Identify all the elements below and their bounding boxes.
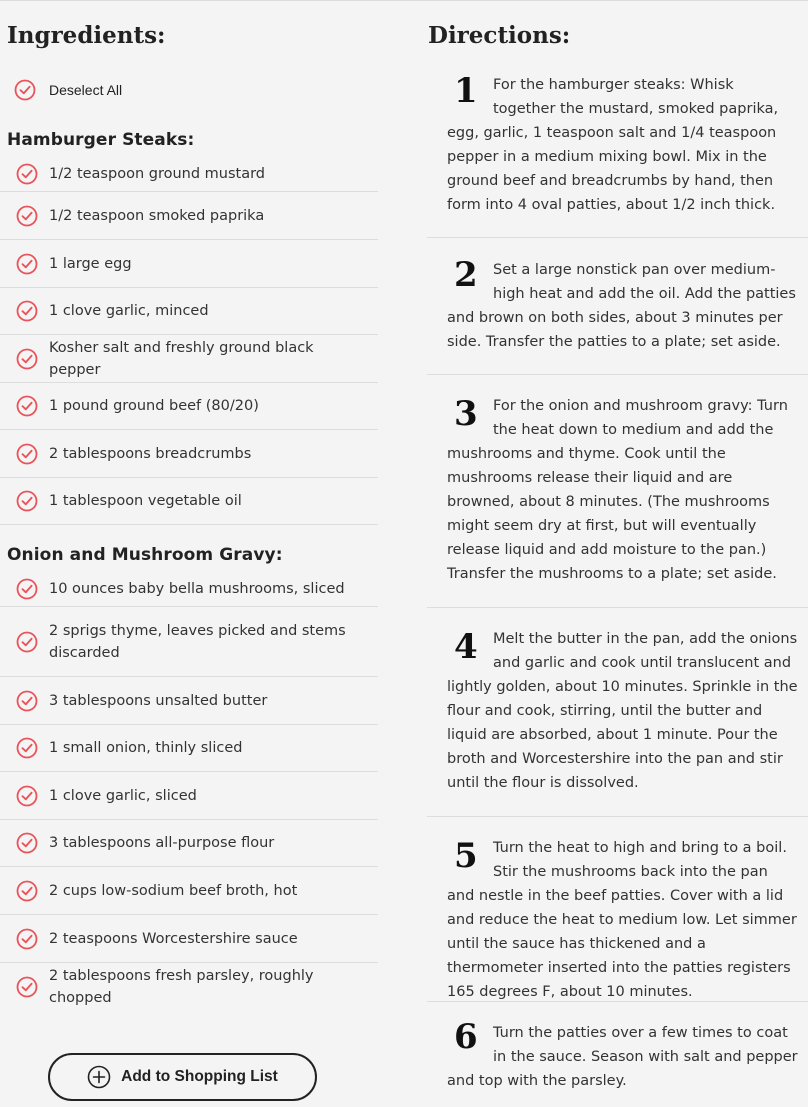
directions-heading: Directions: [428,22,571,49]
ingredient-item[interactable] [0,572,378,607]
check-circle-icon [16,785,38,807]
check-circle-icon [16,348,38,370]
check-circle-icon [16,976,38,998]
ingredient-text: 3 tablespoons all-purpose flour [49,835,275,851]
ingredient-item[interactable] [0,478,378,525]
ingredient-text: Kosher salt and freshly ground black pepper [49,339,314,378]
ingredient-item[interactable] [0,607,378,677]
direction-step [427,60,808,238]
check-circle-icon [16,395,38,417]
ingredient-item[interactable] [0,915,378,963]
step-number: 6 [454,1017,478,1057]
section-title-hamburger-steaks: Hamburger Steaks: [7,130,195,150]
check-circle-icon [16,163,38,185]
step-number: 3 [454,394,478,434]
ingredient-text: 1 large egg [49,255,132,272]
ingredient-text: 10 ounces baby bella mushrooms, sliced [49,581,345,597]
ingredient-text: 3 tablespoons unsalted butter [49,692,268,709]
ingredient-item[interactable] [0,725,378,772]
step-number: 5 [454,836,478,876]
direction-step [427,238,808,375]
check-circle-icon [16,578,38,600]
ingredient-text: 2 cups low-sodium beef broth, hot [49,882,298,899]
check-circle-icon [16,631,38,653]
ingredient-text: 2 teaspoons Worcestershire sauce [49,930,298,947]
check-circle-icon [16,300,38,322]
direction-step [427,375,808,608]
step-text: Melt the butter in the pan, add the onions and garlic and cook until translucent and lightly golden, about 10 minutes. Sprinkle in the flour and cook, stirring, until the butter and liquid are absorbed, about 1 minute. Pour the broth and Worcestershire into the pan and stir until the flour is dissolved. [447,631,798,791]
ingredient-text: 1 clove garlic, minced [49,303,209,319]
step-text: For the onion and mushroom gravy: Turn the heat down to medium and add the mushrooms and thyme. Cook until the mushrooms release their liquid and are browned, about 8 minutes. (The mushrooms might seem dry at first, but will eventually release liquid and add moisture to the pan.) Transfer the mushrooms to a plate; set aside. [447,398,788,582]
check-circle-icon [16,928,38,950]
check-circle-icon [16,832,38,854]
deselect-all-button[interactable] [14,76,122,104]
step-text: Set a large nonstick pan over medium-high heat and add the oil. Add the patties and brown on both sides, about 3 minutes per side. Transfer the patties to a plate; set aside. [447,262,796,350]
ingredient-text: 2 sprigs thyme, leaves picked and stems discarded [49,622,346,661]
step-text: Turn the heat to high and bring to a boil. Stir the mushrooms back into the pan and nestle in the beef patties. Cover with a lid and reduce the heat to medium low. Let simmer until the sauce has thickened and a thermometer inserted into the patties registers 165 degrees F, about 10 minutes. [447,840,797,1000]
check-circle-icon [16,253,38,275]
ingredient-text: 1/2 teaspoon ground mustard [49,166,265,182]
ingredient-text: 1 clove garlic, sliced [49,787,197,804]
step-text: Turn the patties over a few times to coat in the sauce. Season with salt and pepper and top with the parsley. [447,1025,798,1089]
ingredients-heading: Ingredients: [7,22,166,49]
step-number: 2 [454,255,478,295]
deselect-all-label: Deselect All [49,82,123,98]
ingredients-panel [0,0,380,1107]
check-circle-icon [14,79,36,101]
step-text: For the hamburger steaks: Whisk together the mustard, smoked paprika, egg, garlic, 1 teaspoon salt and 1/4 teaspoon pepper in a medium mixing bowl. Mix in the ground beef and breadcrumbs by hand, then form into 4 oval patties, about 1/2 inch thick. [447,77,779,213]
section-title-onion-mushroom-gravy: Onion and Mushroom Gravy: [7,545,283,565]
ingredient-item[interactable] [0,192,378,240]
ingredient-item[interactable] [0,240,378,288]
add-to-shopping-list-button[interactable] [48,1053,317,1101]
check-circle-icon [16,737,38,759]
check-circle-icon [16,205,38,227]
ingredient-item[interactable] [0,867,378,915]
ingredient-text: 1 small onion, thinly sliced [49,740,243,756]
ingredient-item[interactable] [0,288,378,335]
ingredient-item[interactable] [0,677,378,725]
direction-step [427,608,808,817]
ingredient-item[interactable] [0,963,378,1011]
direction-step [427,1002,808,1107]
ingredient-text: 2 tablespoons fresh parsley, roughly chopped [49,968,314,1006]
check-circle-icon [16,880,38,902]
ingredient-item[interactable] [0,383,378,430]
ingredient-item[interactable] [0,820,378,867]
ingredient-item[interactable] [0,157,378,192]
directions-panel [427,0,808,1107]
step-number: 4 [454,627,478,667]
step-number: 1 [454,71,478,111]
plus-circle-icon [87,1065,111,1089]
add-to-shopping-list-label: Add to Shopping List [121,1068,278,1085]
check-circle-icon [16,490,38,512]
direction-step [427,817,808,1002]
ingredient-item[interactable] [0,335,378,383]
check-circle-icon [16,690,38,712]
ingredient-item[interactable] [0,772,378,820]
ingredient-text: 1 pound ground beef (80/20) [49,398,259,414]
ingredient-text: 1/2 teaspoon smoked paprika [49,207,265,224]
ingredient-text: 2 tablespoons breadcrumbs [49,445,252,462]
check-circle-icon [16,443,38,465]
ingredient-item[interactable] [0,430,378,478]
ingredient-text: 1 tablespoon vegetable oil [49,493,242,509]
